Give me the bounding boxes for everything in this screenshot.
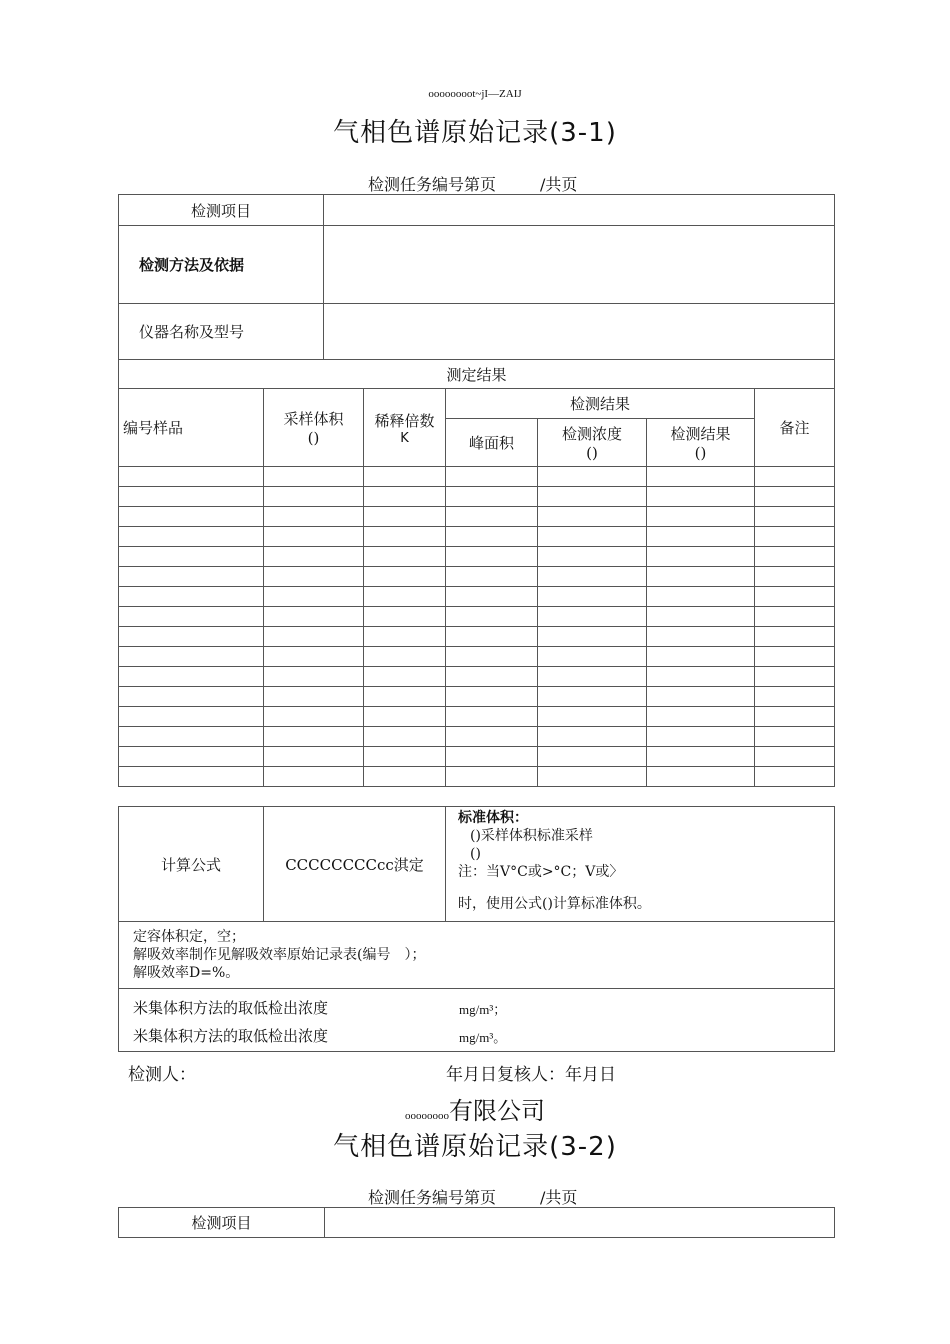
col-concentration-unit: ()	[586, 444, 598, 462]
table-row	[119, 687, 835, 707]
table-cell[interactable]	[119, 747, 264, 767]
table-cell[interactable]	[264, 667, 364, 687]
table-cell[interactable]	[538, 687, 647, 707]
formula-notes	[446, 807, 835, 922]
table-cell[interactable]	[538, 667, 647, 687]
limit-2-text: 米集体积方法的取低检出浓度	[133, 1027, 329, 1045]
date-reviewer-label: 年月日复核人：年月日	[446, 1065, 616, 1085]
note-line-2: 解吸效率制作见解吸效率原始记录表(编号 ）；	[133, 947, 426, 963]
table-cell[interactable]	[264, 607, 364, 627]
table-cell[interactable]	[538, 627, 647, 647]
table-cell[interactable]	[446, 587, 538, 607]
company-header	[0, 1091, 950, 1126]
table-cell[interactable]	[647, 587, 755, 607]
table-cell[interactable]	[755, 527, 835, 547]
note-line-3: 解吸效率D=%。	[133, 965, 240, 981]
table-cell[interactable]	[755, 547, 835, 567]
table-cell[interactable]	[647, 727, 755, 747]
table-cell[interactable]	[647, 647, 755, 667]
limit-2-unit: mg/m³。	[459, 1030, 507, 1045]
item-label: 检测项目	[119, 195, 324, 226]
table-cell[interactable]	[647, 467, 755, 487]
table-cell[interactable]	[538, 607, 647, 627]
table-cell[interactable]	[446, 647, 538, 667]
page2-title: 气相色谱原始记录(3-2)	[333, 1132, 617, 1162]
table-cell[interactable]	[755, 767, 835, 787]
table-row	[119, 647, 835, 667]
formula-expression: CCCCCCCCcc淇定	[264, 807, 446, 922]
table-cell[interactable]	[647, 567, 755, 587]
table-cell[interactable]	[364, 627, 446, 647]
table-cell[interactable]	[264, 527, 364, 547]
table-cell[interactable]	[364, 507, 446, 527]
formula-label: 计算公式	[119, 807, 264, 922]
table-cell[interactable]	[538, 507, 647, 527]
page2-item-label: 检测项目	[119, 1208, 325, 1238]
table-cell[interactable]	[538, 747, 647, 767]
table-row	[119, 467, 835, 487]
col-dilution-label: 稀释倍数	[374, 411, 435, 430]
col-sample-volume	[264, 389, 364, 467]
limits-cell	[119, 989, 835, 1052]
table-cell[interactable]	[264, 507, 364, 527]
table-cell[interactable]	[538, 567, 647, 587]
table-row	[119, 627, 835, 647]
col-peak-area: 峰面积	[446, 419, 538, 467]
table-cell[interactable]	[264, 647, 364, 667]
table-cell[interactable]	[364, 487, 446, 507]
table-cell[interactable]	[119, 667, 264, 687]
formula-note-2: ()采样体积标准采样	[470, 828, 593, 844]
table-cell[interactable]	[647, 667, 755, 687]
document-code: oooooooot~jI—ZAIJ	[428, 88, 522, 100]
table-cell[interactable]	[538, 547, 647, 567]
limit-1-unit: mg/m³；	[459, 1002, 507, 1017]
table-cell[interactable]	[755, 747, 835, 767]
page2-item-value[interactable]	[325, 1208, 835, 1238]
table-cell[interactable]	[647, 707, 755, 727]
table-cell[interactable]	[446, 507, 538, 527]
result-table	[118, 388, 835, 787]
result-section-heading: 测定结果	[119, 360, 835, 389]
table-cell[interactable]	[446, 747, 538, 767]
table-cell[interactable]	[119, 627, 264, 647]
table-cell[interactable]	[264, 627, 364, 647]
table-cell[interactable]	[446, 627, 538, 647]
table-cell[interactable]	[755, 667, 835, 687]
method-value[interactable]	[324, 226, 835, 304]
table-cell[interactable]	[446, 527, 538, 547]
table-cell[interactable]	[364, 707, 446, 727]
table-cell[interactable]	[264, 767, 364, 787]
col-concentration-label: 检测浓度	[561, 425, 622, 443]
table-cell[interactable]	[364, 747, 446, 767]
page-count-label: /共页	[540, 175, 578, 194]
method-label: 检测方法及依据	[119, 226, 324, 304]
table-cell[interactable]	[446, 547, 538, 567]
col-result	[647, 419, 755, 467]
col-remark: 备注	[755, 389, 835, 467]
table-cell[interactable]	[446, 487, 538, 507]
table-row	[119, 727, 835, 747]
table-cell[interactable]	[446, 727, 538, 747]
table-cell[interactable]	[755, 627, 835, 647]
table-cell[interactable]	[755, 647, 835, 667]
formula-note-3: ()	[470, 846, 481, 862]
table-cell[interactable]	[538, 527, 647, 547]
table-cell[interactable]	[364, 647, 446, 667]
table-cell[interactable]	[364, 587, 446, 607]
col-dilution	[364, 389, 446, 467]
table-cell[interactable]	[364, 687, 446, 707]
table-cell[interactable]	[647, 527, 755, 547]
page2-page-count-label: /共页	[540, 1188, 578, 1207]
table-cell[interactable]	[119, 567, 264, 587]
table-cell[interactable]	[364, 767, 446, 787]
table-cell[interactable]	[364, 547, 446, 567]
table-cell[interactable]	[755, 507, 835, 527]
table-row	[119, 567, 835, 587]
limit-row-2	[133, 1025, 834, 1051]
table-cell[interactable]	[755, 687, 835, 707]
col-result-group: 检测结果	[446, 389, 755, 419]
table-cell[interactable]	[119, 607, 264, 627]
table-cell[interactable]	[119, 767, 264, 787]
col-sample-no: 编号样品	[119, 389, 264, 467]
table-cell[interactable]	[264, 587, 364, 607]
table-cell[interactable]	[119, 727, 264, 747]
table-cell[interactable]	[364, 467, 446, 487]
table-cell[interactable]	[538, 727, 647, 747]
page2-task-number-label: 检测任务编号第页	[368, 1188, 497, 1207]
col-dilution-unit: K	[400, 430, 409, 446]
instrument-value[interactable]	[324, 304, 835, 360]
table-cell[interactable]	[446, 687, 538, 707]
table-cell[interactable]	[647, 487, 755, 507]
table-cell[interactable]	[119, 527, 264, 547]
table-row	[119, 607, 835, 627]
table-cell[interactable]	[364, 667, 446, 687]
table-cell[interactable]	[119, 707, 264, 727]
table-cell[interactable]	[264, 727, 364, 747]
table-cell[interactable]	[364, 607, 446, 627]
table-cell[interactable]	[264, 487, 364, 507]
table-cell[interactable]	[119, 647, 264, 667]
table-cell[interactable]	[119, 687, 264, 707]
formula-note-5: 时，使用公式()计算标准体积。	[458, 896, 651, 912]
table-row	[119, 767, 835, 787]
table-cell[interactable]	[446, 567, 538, 587]
table-row	[119, 507, 835, 527]
table-row	[119, 527, 835, 547]
table-cell[interactable]	[538, 487, 647, 507]
info-table	[118, 194, 835, 389]
company-name: 有限公司	[449, 1097, 545, 1125]
col-concentration	[538, 419, 647, 467]
table-cell[interactable]	[119, 487, 264, 507]
table-cell[interactable]	[647, 767, 755, 787]
table-cell[interactable]	[647, 607, 755, 627]
table-cell[interactable]	[264, 747, 364, 767]
table-cell[interactable]	[755, 487, 835, 507]
formula-note-4: 注：当V°C或>°C；V或〉	[458, 864, 624, 880]
table-row	[119, 587, 835, 607]
formula-table	[118, 806, 835, 1052]
company-prefix: oooooooo	[405, 1110, 449, 1122]
note-line-1: 定容体积定，空；	[133, 929, 245, 945]
limit-row-1	[133, 997, 834, 1025]
table-cell[interactable]	[264, 567, 364, 587]
table-cell[interactable]	[364, 527, 446, 547]
page2-info-table	[118, 1207, 835, 1238]
table-cell[interactable]	[446, 467, 538, 487]
instrument-label: 仪器名称及型号	[119, 304, 324, 360]
table-cell[interactable]	[538, 707, 647, 727]
table-row	[119, 707, 835, 727]
table-cell[interactable]	[264, 707, 364, 727]
formula-note-1: 标准体积：	[458, 810, 528, 826]
table-cell[interactable]	[755, 567, 835, 587]
table-cell[interactable]	[647, 747, 755, 767]
table-cell[interactable]	[446, 667, 538, 687]
table-cell[interactable]	[647, 507, 755, 527]
table-cell[interactable]	[647, 687, 755, 707]
table-cell[interactable]	[364, 727, 446, 747]
table-row	[119, 487, 835, 507]
table-cell[interactable]	[446, 707, 538, 727]
table-cell[interactable]	[755, 587, 835, 607]
table-cell[interactable]	[538, 647, 647, 667]
table-cell[interactable]	[264, 687, 364, 707]
table-row	[119, 547, 835, 567]
table-cell[interactable]	[538, 767, 647, 787]
table-cell[interactable]	[538, 587, 647, 607]
table-row	[119, 747, 835, 767]
table-cell[interactable]	[119, 547, 264, 567]
limit-1-text: 米集体积方法的取低检出浓度	[133, 999, 329, 1017]
item-value[interactable]	[324, 195, 835, 226]
inspector-label: 检测人：	[128, 1065, 196, 1085]
col-result-label: 检测结果	[670, 425, 731, 443]
notes-cell	[119, 922, 835, 989]
table-cell[interactable]	[364, 567, 446, 587]
table-cell[interactable]	[755, 607, 835, 627]
col-result-unit: ()	[694, 444, 707, 462]
col-sample-volume-label: 采样体积	[283, 410, 344, 428]
table-cell[interactable]	[446, 767, 538, 787]
table-cell[interactable]	[119, 467, 264, 487]
table-cell[interactable]	[755, 727, 835, 747]
table-cell[interactable]	[647, 547, 755, 567]
table-cell[interactable]	[538, 467, 647, 487]
table-cell[interactable]	[264, 467, 364, 487]
table-cell[interactable]	[119, 507, 264, 527]
page-title: 气相色谱原始记录(3-1)	[333, 118, 617, 148]
col-sample-volume-unit: ()	[307, 429, 320, 447]
table-cell[interactable]	[755, 707, 835, 727]
table-cell[interactable]	[119, 587, 264, 607]
table-cell[interactable]	[647, 627, 755, 647]
table-row	[119, 667, 835, 687]
table-cell[interactable]	[755, 467, 835, 487]
task-number-label: 检测任务编号第页	[368, 175, 497, 194]
table-cell[interactable]	[264, 547, 364, 567]
table-cell[interactable]	[446, 607, 538, 627]
